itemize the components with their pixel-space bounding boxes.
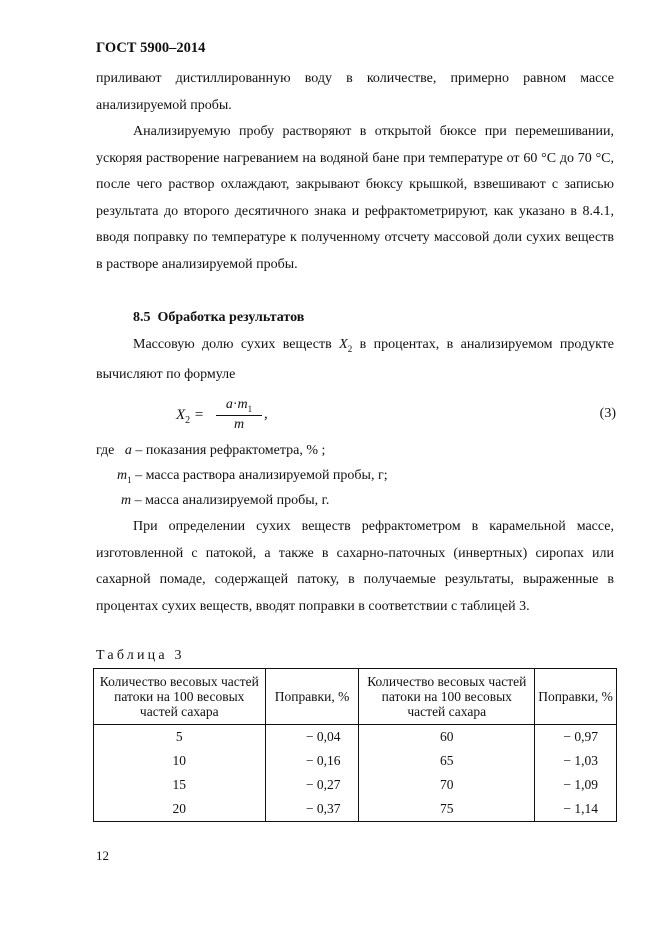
header-corrections: Поправки, %: [535, 669, 617, 725]
standard-header: ГОСТ 5900–2014: [96, 40, 206, 56]
header-corrections: Поправки, %: [265, 669, 359, 725]
table-caption: Таблица 3: [96, 648, 185, 663]
cell-parts: 10: [94, 749, 266, 773]
section-block: [96, 305, 614, 388]
cell-parts: 5: [94, 725, 266, 750]
formula-3: [176, 397, 616, 437]
formula-intro: [96, 332, 614, 389]
body-text-bottom: [96, 514, 614, 620]
cell-correction: − 1,03: [535, 749, 617, 773]
section-title: Обработка результатов: [157, 310, 305, 325]
cell-correction: − 0,97: [535, 725, 617, 750]
cell-parts: 60: [359, 725, 535, 750]
cell-parts: 65: [359, 749, 535, 773]
header-syrup-parts: Количество весовых частей патоки на 100 весовых частей сахара: [94, 669, 266, 725]
table-row: [94, 773, 617, 797]
table-row: [94, 797, 617, 822]
cell-correction: − 0,37: [265, 797, 359, 822]
cell-correction: − 0,04: [265, 725, 359, 750]
paragraph-continuation: приливают дистиллированную воду в количестве, примерно равном массе анализируемой пробы.: [96, 71, 614, 113]
formula-fraction: [216, 397, 262, 433]
formula-lhs: $X_2$ =: [176, 407, 205, 426]
table-header-row: [94, 669, 617, 725]
where-line-a: где a – показания рефрактометра, % ;: [96, 443, 326, 458]
cell-parts: 15: [94, 773, 266, 797]
formula-numerator: $a\cdot m_1$: [216, 397, 262, 416]
table-3: [93, 668, 617, 822]
cell-parts: 20: [94, 797, 266, 822]
cell-correction: − 1,09: [535, 773, 617, 797]
intro-after: в процентах, в анализируемом продукте вычисляют по формуле: [96, 336, 615, 382]
formula-comma: ,: [264, 406, 268, 422]
cell-parts: 75: [359, 797, 535, 822]
cell-correction: − 1,14: [535, 797, 617, 822]
paragraph-corrections: При определении сухих веществ рефрактометром в карамельной массе, изготовленной с патокой, а также в сахарно-паточных (инвертных) сиропах или сахарной помаде, содержащей патоку, в получаемые результаты, выраженные в процентах сухих веществ, вводят поправки в соответствии с таблицей 3.: [96, 519, 614, 614]
header-syrup-parts: Количество весовых частей патоки на 100 весовых частей сахара: [359, 669, 535, 725]
table-row: [94, 749, 617, 773]
paragraph-dissolution: Анализируемую пробу растворяют в открытой бюксе при перемешивании, ускоряя растворение нагреванием на водяной бане при температуре от 60 °С до 70 °С, после чего раствор охлаждают, закрывают бюксу крышкой, взвешивают с записью результата до второго десятичного знака и рефрактометрируют, как указано в 8.4.1, вводя поправку по температуре к полученному отсчету массовой доли сухих веществ в растворе анализируемой пробы.: [96, 124, 614, 272]
where-line-m1: $m_1$ – масса раствора анализируемой пробы, г;: [117, 468, 388, 485]
cell-correction: − 0,16: [265, 749, 359, 773]
formula-denominator: m: [233, 416, 245, 432]
section-number: 8.5: [133, 310, 151, 325]
equation-number: (3): [599, 406, 616, 421]
intro-before: Массовую долю сухих веществ: [133, 336, 332, 352]
page-number: 12: [96, 848, 109, 863]
cell-parts: 70: [359, 773, 535, 797]
table-row: [94, 725, 617, 750]
where-line-m: m – масса анализируемой пробы, г.: [121, 493, 330, 508]
section-heading: [96, 305, 614, 332]
body-text-top: [96, 66, 614, 278]
intro-variable: $X_2$: [339, 336, 353, 354]
cell-correction: − 0,27: [265, 773, 359, 797]
